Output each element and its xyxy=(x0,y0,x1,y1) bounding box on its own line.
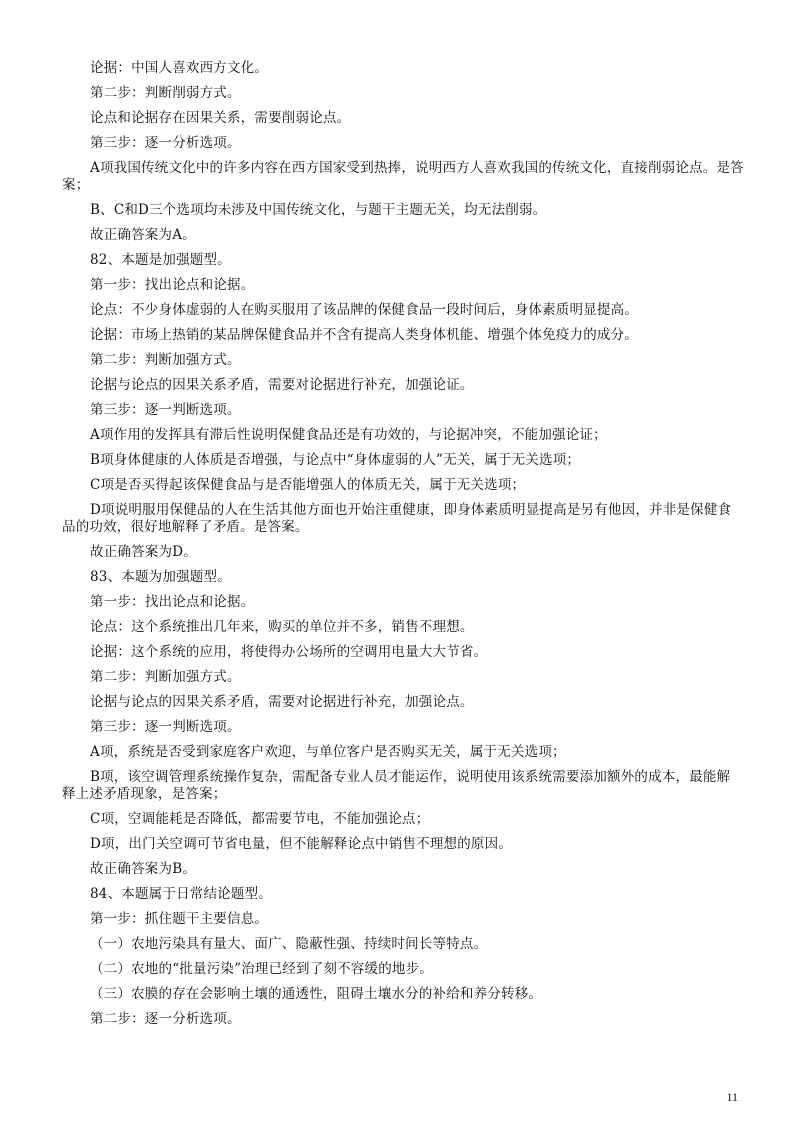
text-line: 第三步：逐一判断选项。 xyxy=(90,402,241,418)
text-line: （一）农地污染具有量大、面广、隐蔽性强、持续时间长等特点。 xyxy=(90,936,488,952)
text-line: 第一步：抓住题干主要信息。 xyxy=(90,911,269,927)
page-number: 11 xyxy=(726,1090,738,1104)
text-line: D项，出门关空调可节省电量，但不能解释论点中销售不理想的原因。 xyxy=(90,836,513,852)
text-line: （二）农地的“批量污染”治理已经到了刻不容缓的地步。 xyxy=(90,961,434,977)
text-line: 第三步：逐一判断选项。 xyxy=(90,719,241,735)
text-line: 第一步：找出论点和论据。 xyxy=(90,594,255,610)
text-line: B项，该空调管理系统操作复杂，需配备专业人员才能运作，说明使用该系统需要添加额外的成本，最能解释上述矛盾现象，是答案； xyxy=(62,769,731,802)
text-line: A项我国传统文化中的许多内容在西方国家受到热捧，说明西方人喜欢我国的传统文化，直接削弱论点。是答案； xyxy=(62,160,744,193)
text-line: 第一步：找出论点和论据。 xyxy=(90,277,255,293)
text-line: 第二步：判断削弱方式。 xyxy=(90,85,241,101)
text-line: 论据与论点的因果关系矛盾，需要对论据进行补充，加强论证。 xyxy=(90,377,474,393)
text-line: 第三步：逐一分析选项。 xyxy=(90,135,241,151)
text-line: B项身体健康的人体质是否增强，与论点中“身体虚弱的人”无关，属于无关选项； xyxy=(90,452,581,468)
text-line: 论据：这个系统的应用，将使得办公场所的空调用电量大大节省。 xyxy=(90,644,488,660)
text-line: 第二步：判断加强方式。 xyxy=(90,669,241,685)
document-body xyxy=(62,60,744,1036)
text-line: B、C和D三个选项均未涉及中国传统文化，与题干主题无关，均无法削弱。 xyxy=(90,202,547,218)
text-line: 论据：中国人喜欢西方文化。 xyxy=(90,60,269,76)
text-line: 论据：市场上热销的某品牌保健食品并不含有提高人类身体机能、增强个体免疫力的成分。 xyxy=(90,327,638,343)
text-line: A项，系统是否受到家庭客户欢迎，与单位客户是否购买无关，属于无关选项； xyxy=(90,744,566,760)
text-line: A项作用的发挥具有滞后性说明保健食品还是有功效的，与论据冲突，不能加强论证； xyxy=(90,427,607,443)
question-heading: 83、本题为加强题型。 xyxy=(90,569,231,585)
text-line: 论点和论据存在因果关系，需要削弱论点。 xyxy=(90,110,351,126)
text-line: 论点：这个系统推出几年来，购买的单位并不多，销售不理想。 xyxy=(90,619,474,635)
question-heading: 84、本题属于日常结论题型。 xyxy=(90,886,272,902)
text-line: C项，空调能耗是否降低，都需要节电，不能加强论点； xyxy=(90,811,430,827)
text-line: 论据与论点的因果关系矛盾，需要对论据进行补充，加强论点。 xyxy=(90,694,474,710)
text-line: C项是否买得起该保健食品与是否能增强人的体质无关，属于无关选项； xyxy=(90,477,526,493)
text-line: 第二步：判断加强方式。 xyxy=(90,352,241,368)
text-line: 故正确答案为D。 xyxy=(90,544,197,560)
text-line: 故正确答案为B。 xyxy=(90,861,197,877)
text-line: 第二步：逐一分析选项。 xyxy=(90,1011,241,1027)
text-line: D项说明服用保健品的人在生活其他方面也开始注重健康，即身体素质明显提高是另有他因，并非是保健食品的功效，很好地解释了矛盾。是答案。 xyxy=(62,502,732,535)
text-line: 故正确答案为A。 xyxy=(90,227,196,243)
question-heading: 82、本题是加强题型。 xyxy=(90,252,231,268)
text-line: 论点：不少身体虚弱的人在购买服用了该品牌的保健食品一段时间后，身体素质明显提高。 xyxy=(90,302,638,318)
text-line: （三）农膜的存在会影响土壤的通透性，阻碍土壤水分的补给和养分转移。 xyxy=(90,986,543,1002)
